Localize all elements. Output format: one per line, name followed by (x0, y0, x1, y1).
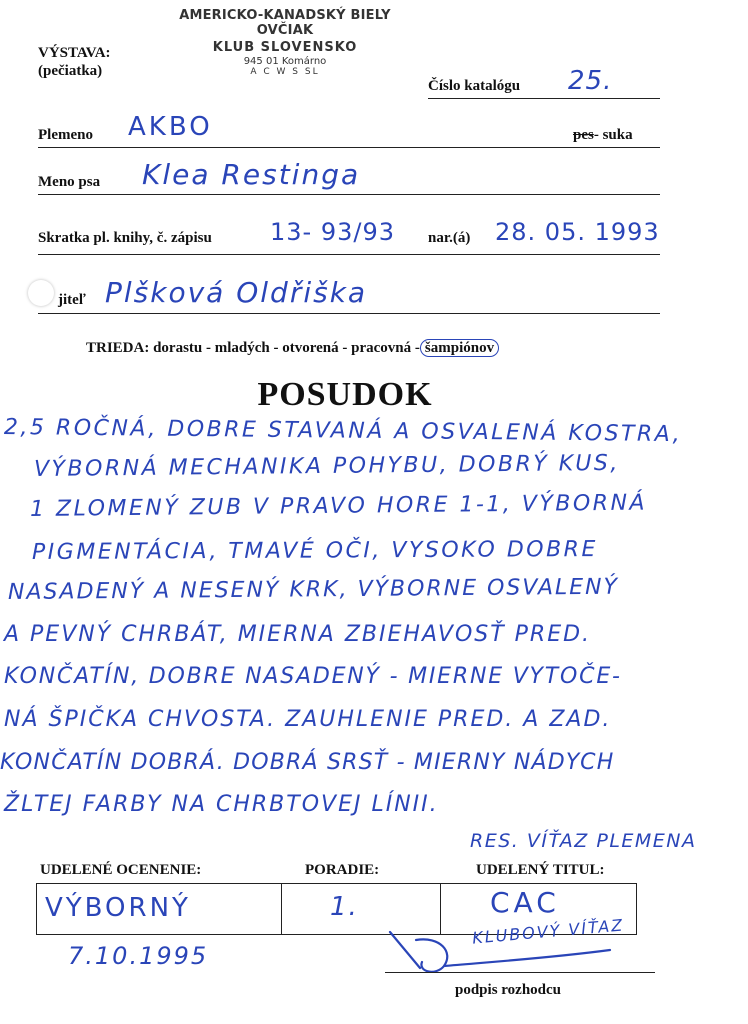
stamp-label-line1: VÝSTAVA: (38, 45, 111, 61)
review-line-9: KONČATÍN DOBRÁ. DOBRÁ SRSŤ - MIERNY NÁDYCH (0, 750, 615, 775)
class-prefix: TRIEDA: dorastu - mladých - otvorená - pracovná - (86, 340, 420, 356)
catalog-label: Číslo katalógu (428, 78, 521, 94)
review-line-1: 2,5 ROČNÁ, DOBRE STAVANÁ A OSVALENÁ KOSTRA, (3, 415, 683, 448)
owner-value: Plšková Oldřiška (105, 276, 368, 309)
review-line-7: KONČATÍN, DOBRE NASADENÝ - MIERNE VYTOČE- (4, 664, 622, 689)
punch-hole (28, 280, 54, 306)
stamp-label (38, 44, 111, 80)
studbook-line (38, 254, 660, 255)
catalog-line (428, 98, 660, 99)
review-line-2: VÝBORNÁ MECHANIKA POHYBU, DOBRÝ KUS, (33, 450, 620, 482)
sex-field (573, 127, 633, 144)
title-label: UDELENÝ TITUL: (476, 862, 605, 878)
review-line-6: A PEVNÝ CHRBÁT, MIERNA ZBIEHAVOSŤ PRED. (4, 622, 592, 647)
sex-rest: - suka (593, 127, 633, 143)
date-value: 7.10.1995 (68, 942, 209, 970)
class-selected: šampiónov (420, 339, 499, 357)
place-label: PORADIE: (305, 862, 380, 878)
owner-label: jiteľ (58, 292, 86, 308)
name-label: Meno psa (38, 174, 101, 190)
catalog-value: 25. (568, 66, 613, 96)
title-value: CAC (490, 886, 560, 919)
name-value: Klea Restinga (142, 158, 361, 191)
place-value: 1. (330, 892, 359, 922)
review-line-4: PIGMENTÁCIA, TMAVÉ OČI, VYSOKO DOBRE (31, 537, 598, 565)
born-value: 28. 05. 1993 (495, 218, 660, 246)
breed-line (38, 147, 660, 148)
rating-label: UDELENÉ OCENENIE: (40, 862, 202, 878)
rating-value: VÝBORNÝ (45, 893, 191, 923)
stamp-line3: 945 01 Komárno (243, 56, 327, 67)
title-extra: KLUBOVÝ VÍŤAZ (471, 915, 625, 948)
owner-line (38, 313, 660, 314)
judge-signature (380, 922, 620, 982)
review-line-10: ŽLTEJ FARBY NA CHRBTOVEJ LÍNII. (4, 792, 439, 817)
studbook-value: 13- 93/93 (270, 218, 395, 246)
class-line (86, 340, 499, 357)
breed-value: AKBO (128, 112, 213, 142)
review-line-3: 1 ZLOMENÝ ZUB V PRAVO HORE 1-1, VÝBORNÁ (29, 490, 648, 522)
club-stamp (165, 8, 405, 77)
review-title: POSUDOK (257, 376, 433, 413)
studbook-label: Skratka pl. knihy, č. zápisu (38, 230, 212, 246)
breed-label: Plemeno (38, 127, 93, 143)
review-extra: RES. VÍŤAZ PLEMENA (470, 830, 697, 852)
born-label: nar.(á) (428, 230, 471, 246)
signature-label: podpis rozhodcu (455, 982, 562, 998)
stamp-line2: KLUB SLOVENSKO (212, 40, 358, 55)
review-line-5: NASADENÝ A NESENÝ KRK, VÝBORNE OSVALENÝ (7, 574, 620, 605)
stamp-line4: A C W S SL (250, 67, 320, 77)
name-line (38, 194, 660, 195)
sex-struck: pes (573, 127, 594, 143)
review-line-8: NÁ ŠPIČKA CHVOSTA. ZAUHLENIE PRED. A ZAD. (4, 707, 612, 732)
stamp-label-line2: (pečiatka) (38, 63, 103, 79)
signature-line (385, 972, 655, 973)
stamp-line1: AMERICKO-KANADSKÝ BIELY OVČIAK (179, 8, 391, 38)
